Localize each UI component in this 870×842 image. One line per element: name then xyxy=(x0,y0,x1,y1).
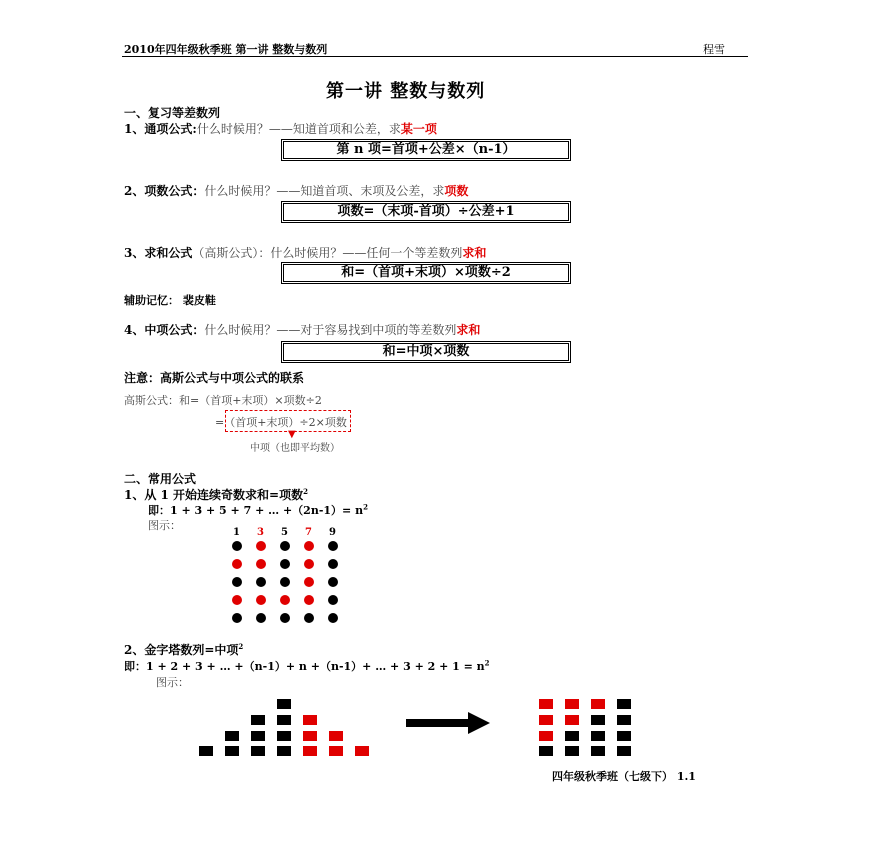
pyramid-square xyxy=(303,715,317,725)
odd-col-label-1: 1 xyxy=(233,527,240,538)
item-1-label: 通项公式 xyxy=(144,122,193,136)
square-cell xyxy=(565,715,579,725)
header-divider xyxy=(122,56,748,57)
item-4-sep: ： xyxy=(192,323,205,337)
section-2-heading: 二、常用公式 xyxy=(124,472,197,486)
item-2-2-title xyxy=(124,641,243,658)
item-1-question: 什么时候用？——知道首项和公差，求 xyxy=(196,122,401,136)
item-2-line xyxy=(124,182,468,199)
middle-term-label: 中项（也即平均数） xyxy=(250,443,340,454)
item-2-sep: ： xyxy=(192,184,205,198)
grid-dot xyxy=(232,577,242,587)
grid-dot xyxy=(256,559,266,569)
pyramid-square xyxy=(199,746,213,756)
odd-sum-formula xyxy=(148,502,368,518)
gauss-line-1: 高斯公式：和=（首项+末项）×项数÷2 xyxy=(124,394,322,407)
square-cell xyxy=(565,731,579,741)
grid-dot xyxy=(280,595,290,605)
pyramid-square xyxy=(225,731,239,741)
square-cell xyxy=(539,746,553,756)
gauss-line-2-boxed: （首项+末项）÷2 xyxy=(224,416,316,429)
item-1-highlight: 某一项 xyxy=(400,122,437,136)
note-heading: 注意：高斯公式与中项公式的联系 xyxy=(124,371,305,385)
odd-sum-formula-sup: 2 xyxy=(363,502,368,512)
square-cell xyxy=(565,746,579,756)
odd-col-label-7: 7 xyxy=(305,527,312,538)
gauss-line-2-prefix: = xyxy=(215,416,225,429)
item-4-line xyxy=(124,321,480,338)
item-1-sep: : xyxy=(192,122,197,136)
item-3-highlight: 求和 xyxy=(462,246,487,260)
item-2-1-title-sup: 2 xyxy=(303,487,308,496)
item-2-2-title-text: 2、金字塔数列=中项 xyxy=(124,643,239,657)
square-cell xyxy=(617,731,631,741)
square-cell xyxy=(617,699,631,709)
formula-box-2: 项数=（末项-首项）÷公差+1 xyxy=(281,201,571,223)
item-4-label: 中项公式 xyxy=(144,323,193,337)
gauss-line-2-suffix: ×项数 xyxy=(315,416,347,429)
pyramid-formula xyxy=(124,658,490,674)
pyramid-square xyxy=(251,731,265,741)
grid-dot xyxy=(304,559,314,569)
grid-dot xyxy=(256,613,266,623)
odd-sum-formula-text: 即：1 + 3 + 5 + 7 + … +（2n-1）= n xyxy=(148,504,364,517)
header-left: 2010年四年级秋季班 第一讲 整数与数列 xyxy=(124,43,328,56)
square-cell xyxy=(617,746,631,756)
pyramid-square xyxy=(225,746,239,756)
grid-dot xyxy=(232,559,242,569)
odd-col-label-5: 5 xyxy=(281,527,288,538)
grid-dot xyxy=(232,541,242,551)
item-4-num: 4、 xyxy=(124,323,145,337)
item-2-1-title-text: 1、从 1 开始连续奇数求和=项数 xyxy=(124,488,304,502)
grid-dot xyxy=(280,577,290,587)
right-arrow-icon xyxy=(406,712,490,734)
item-3-num: 3、 xyxy=(124,246,145,260)
grid-dot xyxy=(328,595,338,605)
pyramid-square xyxy=(277,746,291,756)
pyramid-formula-text: 即：1 + 2 + 3 + … +（n-1）+ n +（n-1）+ … + 3 + 2 + 1 = n xyxy=(124,660,485,673)
page-footer: 四年级秋季班（七级下） 1.1 xyxy=(552,770,696,783)
pyramid-square xyxy=(329,731,343,741)
grid-dot xyxy=(304,541,314,551)
item-2-label: 项数公式 xyxy=(144,184,193,198)
figure-1-label: 图示： xyxy=(148,519,181,532)
formula-box-1: 第 n 项=首项+公差×（n-1） xyxy=(281,139,571,161)
item-2-1-title xyxy=(124,486,308,503)
item-2-num: 2、 xyxy=(124,184,145,198)
pyramid-square xyxy=(355,746,369,756)
grid-dot xyxy=(232,595,242,605)
grid-dot xyxy=(232,613,242,623)
pyramid-square xyxy=(303,731,317,741)
figure-2-label: 图示： xyxy=(156,676,189,689)
grid-dot xyxy=(304,595,314,605)
page-title: 第一讲 整数与数列 xyxy=(326,81,486,102)
odd-col-label-9: 9 xyxy=(329,527,336,538)
grid-dot xyxy=(256,577,266,587)
square-cell xyxy=(591,699,605,709)
grid-dot xyxy=(304,613,314,623)
odd-col-label-3: 3 xyxy=(257,527,264,538)
grid-dot xyxy=(304,577,314,587)
item-3-label: 求和公式 xyxy=(144,246,193,260)
grid-dot xyxy=(256,541,266,551)
grid-dot xyxy=(328,613,338,623)
pyramid-square xyxy=(251,746,265,756)
grid-dot xyxy=(280,541,290,551)
item-2-question: 什么时候用？——知道首项、末项及公差，求 xyxy=(204,184,445,198)
pyramid-square xyxy=(277,715,291,725)
section-1-heading: 一、复习等差数列 xyxy=(124,106,221,120)
pyramid-square xyxy=(329,746,343,756)
pyramid-formula-sup: 2 xyxy=(484,658,490,668)
square-cell xyxy=(539,731,553,741)
pyramid-square xyxy=(251,715,265,725)
square-cell xyxy=(591,715,605,725)
grid-dot xyxy=(280,559,290,569)
grid-dot xyxy=(328,541,338,551)
item-3-line xyxy=(124,244,486,261)
item-3-question: 什么时候用？——任何一个等差数列 xyxy=(270,246,463,260)
square-cell xyxy=(539,699,553,709)
grid-dot xyxy=(328,559,338,569)
header-right: 程雪 xyxy=(703,43,725,56)
item-3-sep: （高斯公式）： xyxy=(192,246,271,260)
formula-box-3: 和=（首项+末项）×项数÷2 xyxy=(281,262,571,284)
square-cell xyxy=(539,715,553,725)
square-cell xyxy=(617,715,631,725)
item-4-question: 什么时候用？——对于容易找到中项的等差数列 xyxy=(204,323,457,337)
square-cell xyxy=(591,731,605,741)
item-4-highlight: 求和 xyxy=(456,323,481,337)
formula-box-4: 和=中项×项数 xyxy=(281,341,571,363)
grid-dot xyxy=(256,595,266,605)
square-cell xyxy=(591,746,605,756)
grid-dot xyxy=(328,577,338,587)
item-2-highlight: 项数 xyxy=(444,184,469,198)
grid-dot xyxy=(280,613,290,623)
mnemonic: 辅助记忆： 裴皮鞋 xyxy=(124,294,216,307)
pyramid-square xyxy=(277,699,291,709)
pyramid-square xyxy=(277,731,291,741)
pyramid-square xyxy=(303,746,317,756)
square-cell xyxy=(565,699,579,709)
item-2-2-title-sup: 2 xyxy=(238,642,244,651)
item-1-num: 1、 xyxy=(124,122,145,136)
down-arrow-icon: ▼ xyxy=(288,429,296,440)
item-1-line xyxy=(124,120,437,137)
